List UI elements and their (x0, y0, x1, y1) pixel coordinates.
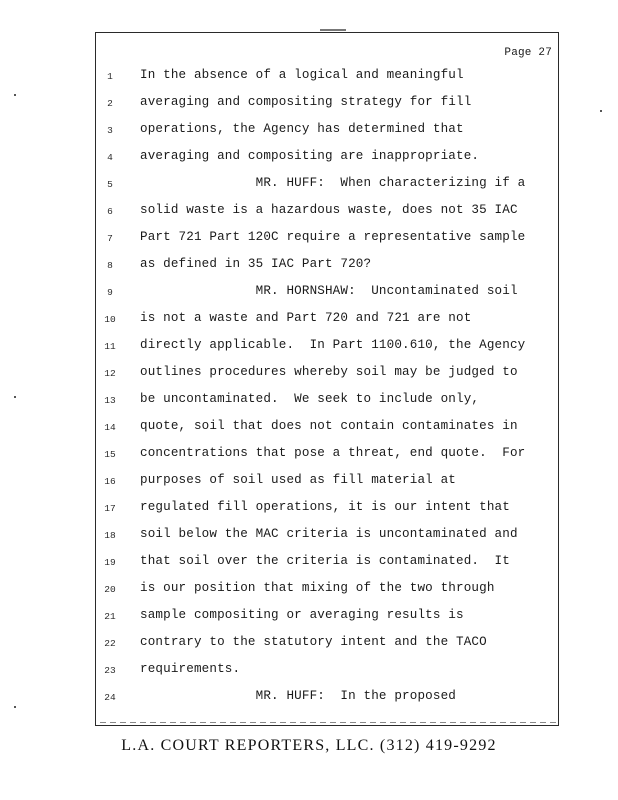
transcript-line: solid waste is a hazardous waste, does not 35 IAC (140, 203, 518, 217)
line-number: 10 (104, 314, 116, 325)
line-number: 14 (104, 422, 116, 433)
transcript-line: Part 721 Part 120C require a representative sample (140, 230, 526, 244)
transcript-line: be uncontaminated. We seek to include only, (140, 392, 480, 406)
transcript-line: sample compositing or averaging results is (140, 608, 464, 622)
transcript-line: requirements. (140, 662, 241, 676)
line-number: 12 (104, 368, 116, 379)
transcript-line: soil below the MAC criteria is uncontaminated and (140, 527, 518, 541)
transcript-line: averaging and compositing are inappropriate. (140, 149, 480, 163)
line-number: 21 (104, 611, 116, 622)
transcript-line: regulated fill operations, it is our intent that (140, 500, 510, 514)
line-number: 5 (107, 179, 113, 190)
line-number: 13 (104, 395, 116, 406)
transcript-line: is not a waste and Part 720 and 721 are not (140, 311, 472, 325)
scan-speck (14, 396, 16, 398)
transcript-line: In the absence of a logical and meaningful (140, 68, 464, 82)
transcript-line: concentrations that pose a threat, end quote. For (140, 446, 526, 460)
line-number: 11 (104, 341, 116, 352)
transcript-line: MR. HORNSHAW: Uncontaminated soil (140, 284, 518, 298)
transcript-line: directly applicable. In Part 1100.610, the Agency (140, 338, 526, 352)
line-number: 8 (107, 260, 113, 271)
scan-artifact (320, 29, 346, 31)
transcript-line: that soil over the criteria is contaminated. It (140, 554, 510, 568)
transcript-line: MR. HUFF: When characterizing if a (140, 176, 526, 190)
line-number: 4 (107, 152, 113, 163)
line-number: 17 (104, 503, 116, 514)
transcript-line: outlines procedures whereby soil may be judged to (140, 365, 518, 379)
line-number: 3 (107, 125, 113, 136)
transcript-line: is our position that mixing of the two through (140, 581, 495, 595)
transcript-page (95, 32, 559, 726)
transcript-line: MR. HUFF: In the proposed (140, 689, 457, 703)
line-number: 6 (107, 206, 113, 217)
line-number: 15 (104, 449, 116, 460)
line-number: 18 (104, 530, 116, 541)
transcript-line: quote, soil that does not contain contaminates in (140, 419, 518, 433)
transcript-line: purposes of soil used as fill material at (140, 473, 457, 487)
page-number: Page 27 (504, 47, 552, 59)
line-number: 24 (104, 692, 116, 703)
line-number: 22 (104, 638, 116, 649)
line-number: 16 (104, 476, 116, 487)
scan-speck (600, 110, 602, 112)
line-number: 20 (104, 584, 116, 595)
court-reporter-footer: L.A. COURT REPORTERS, LLC. (312) 419-9292 (121, 737, 497, 754)
line-number: 1 (107, 71, 113, 82)
transcript-line: operations, the Agency has determined that (140, 122, 464, 136)
transcript-line: averaging and compositing strategy for fill (140, 95, 472, 109)
line-number: 9 (107, 287, 113, 298)
line-number: 23 (104, 665, 116, 676)
scan-speck (14, 706, 16, 708)
line-number: 19 (104, 557, 116, 568)
transcript-line: as defined in 35 IAC Part 720? (140, 257, 372, 271)
line-number: 2 (107, 98, 113, 109)
transcript-line: contrary to the statutory intent and the TACO (140, 635, 487, 649)
scan-speck (14, 94, 16, 96)
line-number: 7 (107, 233, 113, 244)
scan-artifact (100, 722, 560, 723)
